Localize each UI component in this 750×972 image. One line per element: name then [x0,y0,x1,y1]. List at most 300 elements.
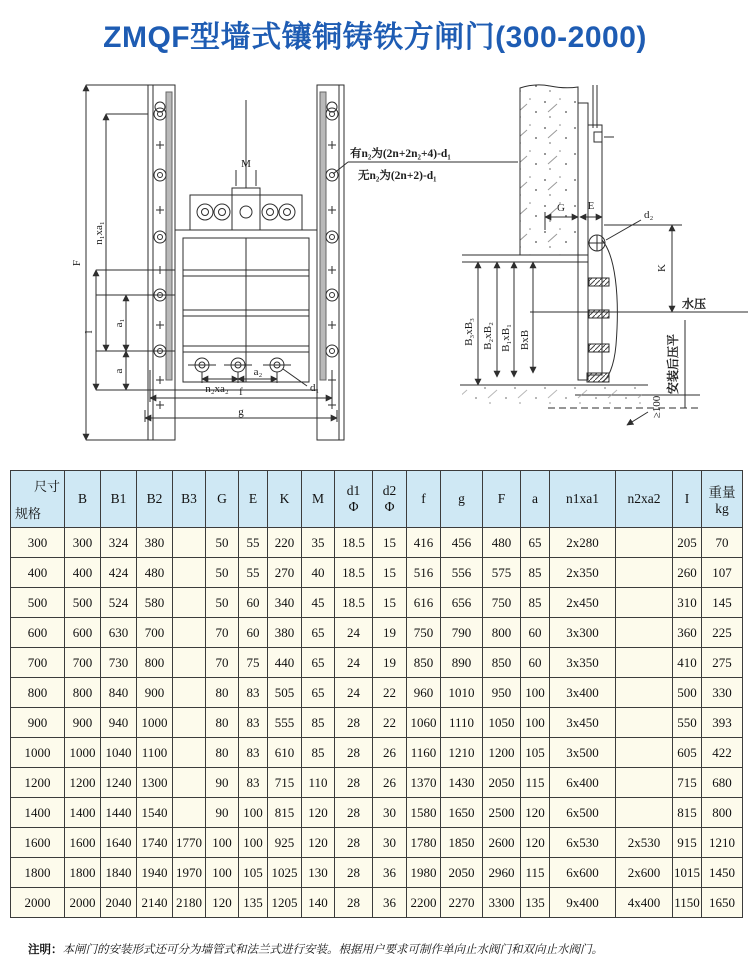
table-cell: 36 [373,858,407,888]
table-cell: 575 [483,558,521,588]
table-cell: 65 [302,648,335,678]
table-cell [616,678,673,708]
table-cell: 60 [521,618,550,648]
table-cell: 18.5 [335,588,373,618]
table-cell: 330 [702,678,743,708]
table-cell: 550 [673,708,702,738]
header-cell: F [483,471,521,528]
page-title: ZMQF型墙式镶铜铸铁方闸门(300-2000) [103,21,647,54]
table-cell: 28 [335,738,373,768]
table-cell: 1800 [65,858,101,888]
table-cell: 360 [673,618,702,648]
table-cell: 260 [673,558,702,588]
table-cell: 18.5 [335,528,373,558]
table-cell: 790 [441,618,483,648]
table-cell: 1010 [441,678,483,708]
table-cell: 890 [441,648,483,678]
table-cell: 100 [521,708,550,738]
table-cell: 75 [239,648,268,678]
table-cell: 840 [101,678,137,708]
table-cell: 680 [702,768,743,798]
table-cell: 1400 [65,798,101,828]
table-cell [616,648,673,678]
table-cell: 610 [268,738,302,768]
dim-label-a2: a₂ [253,366,263,378]
spec-table [10,470,743,918]
spec-cell: 700 [11,648,65,678]
table-cell: 120 [302,828,335,858]
table-cell: 60 [239,618,268,648]
spec-cell: 500 [11,588,65,618]
table-cell: 55 [239,558,268,588]
front-view [86,85,518,440]
install-level-note: 安装后压平 [666,333,680,395]
table-cell: 800 [65,678,101,708]
table-cell: 1450 [702,858,743,888]
table-cell: 1015 [673,858,702,888]
table-cell: 220 [268,528,302,558]
table-row [11,858,743,888]
table-cell: 915 [673,828,702,858]
table-cell: 1040 [101,738,137,768]
header-cell: B [65,471,101,528]
table-cell: 1780 [407,828,441,858]
table-row [11,888,743,918]
table-cell: 900 [137,678,173,708]
dim-label-a: a [113,368,125,374]
table-cell: 656 [441,588,483,618]
table-cell: 416 [407,528,441,558]
table-row [11,768,743,798]
table-cell: 2050 [441,858,483,888]
table-cell: 1100 [137,738,173,768]
table-cell: 1240 [101,768,137,798]
header-cell: B3 [173,471,206,528]
spec-cell: 1800 [11,858,65,888]
table-cell: 50 [206,558,239,588]
table-cell: 2x350 [550,558,616,588]
table-cell: 28 [335,888,373,918]
table-cell: 28 [335,858,373,888]
table-cell [173,678,206,708]
table-cell: 100 [206,828,239,858]
table-cell: 90 [206,768,239,798]
table-cell: 225 [702,618,743,648]
table-cell: 24 [335,678,373,708]
header-cell: 重量kg [702,471,743,528]
header-cell: g [441,471,483,528]
table-cell: 65 [302,618,335,648]
dim-label-l: l [83,330,95,334]
table-cell: 1440 [101,798,137,828]
table-cell: 324 [101,528,137,558]
header-cell: E [239,471,268,528]
bolt-count-note-line1: 有n₂为(2n+2n₂+4)-d₁ [350,148,451,160]
table-cell [616,768,673,798]
table-cell: 120 [521,828,550,858]
table-cell: 900 [65,708,101,738]
table-cell: 1205 [268,888,302,918]
table-cell: 815 [673,798,702,828]
table-cell: 120 [521,798,550,828]
dim-label-d2: d₂ [644,209,654,221]
bolt-count-note-line2: 无n₂为(2n+2)-d₁ [358,170,437,182]
header-cell: d2 Φ [373,471,407,528]
table-cell: 115 [521,768,550,798]
table-cell: 24 [335,618,373,648]
table-cell: 3x300 [550,618,616,648]
table-cell: 2500 [483,798,521,828]
table-cell [616,738,673,768]
table-cell: 925 [268,828,302,858]
table-cell [173,768,206,798]
table-cell: 6x600 [550,858,616,888]
table-cell: 1210 [441,738,483,768]
spec-cell: 1600 [11,828,65,858]
spec-cell: 1400 [11,798,65,828]
header-cell: G [206,471,239,528]
dim-label-g: g [238,406,244,418]
table-cell: 1840 [101,858,137,888]
table-cell: 750 [407,618,441,648]
table-cell: 80 [206,708,239,738]
table-cell: 960 [407,678,441,708]
table-cell: 55 [239,528,268,558]
table-cell: 600 [65,618,101,648]
table-cell: 3x450 [550,708,616,738]
table-row [11,738,743,768]
table-cell: 1850 [441,828,483,858]
spec-cell: 800 [11,678,65,708]
table-cell: 2x530 [616,828,673,858]
table-cell [173,558,206,588]
table-cell: 1770 [173,828,206,858]
spec-cell: 600 [11,618,65,648]
table-cell [173,588,206,618]
table-cell: 60 [521,648,550,678]
table-cell: 1025 [268,858,302,888]
table-row [11,558,743,588]
table-cell: 1970 [173,858,206,888]
dim-label-d1: d₁ [310,382,320,394]
table-row [11,678,743,708]
table-cell: 3x500 [550,738,616,768]
table-cell: 135 [521,888,550,918]
table-cell: 2050 [483,768,521,798]
table-cell: 480 [137,558,173,588]
table-cell: 275 [702,648,743,678]
table-cell: 140 [302,888,335,918]
table-cell: 22 [373,708,407,738]
table-cell: 70 [702,528,743,558]
table-cell: 45 [302,588,335,618]
table-cell: 730 [101,648,137,678]
header-cell: B1 [101,471,137,528]
header-cell: d1 Φ [335,471,373,528]
table-cell [173,708,206,738]
header-cell: I [673,471,702,528]
table-cell: 616 [407,588,441,618]
table-cell: 2x450 [550,588,616,618]
side-view [460,85,748,425]
table-cell: 107 [702,558,743,588]
table-cell: 1370 [407,768,441,798]
table-cell: 85 [302,708,335,738]
table-cell: 300 [65,528,101,558]
table-cell: 28 [335,768,373,798]
table-cell: 800 [702,798,743,828]
table-cell: 2180 [173,888,206,918]
header-cell: K [268,471,302,528]
table-cell: 1740 [137,828,173,858]
table-row [11,798,743,828]
dim-label-G: G [557,202,565,214]
table-cell: 480 [483,528,521,558]
table-cell: 2000 [65,888,101,918]
header-cell: M [302,471,335,528]
table-cell: 516 [407,558,441,588]
table-cell: 1600 [65,828,101,858]
table-cell: 555 [268,708,302,738]
table-cell [173,798,206,828]
table-cell: 3300 [483,888,521,918]
table-row [11,828,743,858]
table-cell: 1580 [407,798,441,828]
spec-cell: 900 [11,708,65,738]
table-cell: 26 [373,738,407,768]
table-cell [616,528,673,558]
table-cell [616,798,673,828]
table-cell: 3x400 [550,678,616,708]
corner-spec-label: 规格 [15,506,42,521]
dim-label-K: K [656,264,668,272]
table-cell: 1110 [441,708,483,738]
table-cell: 1980 [407,858,441,888]
table-cell: 2140 [137,888,173,918]
table-cell: 24 [335,648,373,678]
table-cell: 145 [702,588,743,618]
table-cell: 700 [65,648,101,678]
table-cell: 65 [302,678,335,708]
table-cell [173,618,206,648]
table-cell: 120 [206,888,239,918]
embed-depth-note: ≥100 [651,395,663,419]
table-cell: 83 [239,768,268,798]
table-cell: 310 [673,588,702,618]
dim-label-E: E [587,200,595,212]
table-cell: 524 [101,588,137,618]
spec-cell: 1000 [11,738,65,768]
table-cell: 28 [335,708,373,738]
table-cell: 700 [137,618,173,648]
table-cell [173,738,206,768]
table-cell: 715 [268,768,302,798]
table-cell: 6x500 [550,798,616,828]
table-cell: 380 [268,618,302,648]
table-cell: 60 [239,588,268,618]
table-cell: 85 [521,558,550,588]
table-row [11,618,743,648]
table-cell: 1150 [673,888,702,918]
table-cell: 1000 [65,738,101,768]
dim-label-b: BxB [519,329,531,351]
table-cell: 22 [373,678,407,708]
table-cell: 800 [137,648,173,678]
table-cell: 19 [373,648,407,678]
table-cell: 950 [483,678,521,708]
table-cell: 115 [521,858,550,888]
table-cell: 28 [335,798,373,828]
table-cell: 630 [101,618,137,648]
table-cell: 2200 [407,888,441,918]
footnote-text: 本闸门的安装形式还可分为墙管式和法兰式进行安装。根据用户要求可制作单向止水阀门和双向止水阀门。 [62,944,603,956]
table-cell: 83 [239,678,268,708]
table-cell: 135 [239,888,268,918]
header-cell: n2xa2 [616,471,673,528]
table-cell: 424 [101,558,137,588]
table-cell: 6x530 [550,828,616,858]
header-cell: f [407,471,441,528]
table-cell: 9x400 [550,888,616,918]
dim-label-n2xa2: n₂xa₂ [205,383,229,395]
table-cell [173,528,206,558]
table-cell: 80 [206,738,239,768]
water-pressure-label: 水压 [682,297,707,311]
table-cell: 815 [268,798,302,828]
table-cell: 340 [268,588,302,618]
table-cell: 500 [65,588,101,618]
table-cell: 30 [373,798,407,828]
table-cell [616,708,673,738]
table-cell: 850 [483,648,521,678]
spec-cell: 2000 [11,888,65,918]
table-cell: 83 [239,738,268,768]
table-row [11,708,743,738]
table-cell: 110 [302,768,335,798]
table-cell [616,618,673,648]
table-cell: 15 [373,588,407,618]
table-cell: 1000 [137,708,173,738]
table-cell: 36 [373,888,407,918]
table-cell: 580 [137,588,173,618]
table-cell: 15 [373,558,407,588]
table-cell [173,648,206,678]
table-cell [616,588,673,618]
table-cell: 1210 [702,828,743,858]
header-cell: n1xa1 [550,471,616,528]
table-cell: 85 [521,588,550,618]
table-cell: 380 [137,528,173,558]
footnote [28,941,603,957]
table-cell: 400 [65,558,101,588]
table-cell: 456 [441,528,483,558]
table-cell: 410 [673,648,702,678]
table-cell: 40 [302,558,335,588]
table-cell: 500 [673,678,702,708]
table-cell: 70 [206,648,239,678]
table-cell: 2270 [441,888,483,918]
dim-label-M: M [241,158,251,170]
table-cell: 100 [521,678,550,708]
table-cell: 393 [702,708,743,738]
table-cell: 120 [302,798,335,828]
table-cell: 605 [673,738,702,768]
table-cell: 1540 [137,798,173,828]
table-cell: 270 [268,558,302,588]
table-cell: 130 [302,858,335,888]
table-cell: 440 [268,648,302,678]
header-cell: a [521,471,550,528]
table-cell: 105 [521,738,550,768]
dim-label-b2: B₂xB₂ [482,322,494,350]
spec-cell: 1200 [11,768,65,798]
table-cell: 70 [206,618,239,648]
table-cell: 18.5 [335,558,373,588]
table-cell: 750 [483,588,521,618]
header-row [11,471,743,528]
table-cell: 50 [206,588,239,618]
table-cell: 100 [239,798,268,828]
table-cell: 1940 [137,858,173,888]
table-cell: 50 [206,528,239,558]
table-cell: 105 [239,858,268,888]
table-row [11,528,743,558]
table-cell: 715 [673,768,702,798]
corner-size-label: 尺寸 [33,479,60,494]
table-cell: 100 [206,858,239,888]
footnote-label: 注明： [28,944,63,956]
table-cell: 19 [373,618,407,648]
table-cell: 556 [441,558,483,588]
table-cell: 1640 [101,828,137,858]
dim-label-b3: B₃xB₃ [463,318,475,346]
table-cell: 205 [673,528,702,558]
table-cell: 83 [239,708,268,738]
table-cell: 35 [302,528,335,558]
table-cell: 15 [373,528,407,558]
table-cell: 2040 [101,888,137,918]
table-cell: 1060 [407,708,441,738]
table-cell: 940 [101,708,137,738]
table-cell: 3x350 [550,648,616,678]
table-cell: 422 [702,738,743,768]
table-cell: 2x600 [616,858,673,888]
table-cell: 1050 [483,708,521,738]
table-cell [616,558,673,588]
table-cell: 1650 [702,888,743,918]
table-cell: 28 [335,828,373,858]
table-cell: 1160 [407,738,441,768]
dim-label-F: F [71,259,83,267]
dim-label-b1: B₁xB₁ [500,324,512,352]
table-cell: 1430 [441,768,483,798]
table-cell: 65 [521,528,550,558]
table-cell: 1200 [65,768,101,798]
table-cell: 1200 [483,738,521,768]
table-cell: 800 [483,618,521,648]
technical-drawings [0,70,750,465]
table-cell: 2960 [483,858,521,888]
spec-cell: 400 [11,558,65,588]
dim-label-n1xa1: n₁xa₁ [93,221,105,245]
spec-cell: 300 [11,528,65,558]
table-cell: 850 [407,648,441,678]
table-cell: 30 [373,828,407,858]
table-cell: 26 [373,768,407,798]
table-row [11,648,743,678]
table-row [11,588,743,618]
table-cell: 1650 [441,798,483,828]
